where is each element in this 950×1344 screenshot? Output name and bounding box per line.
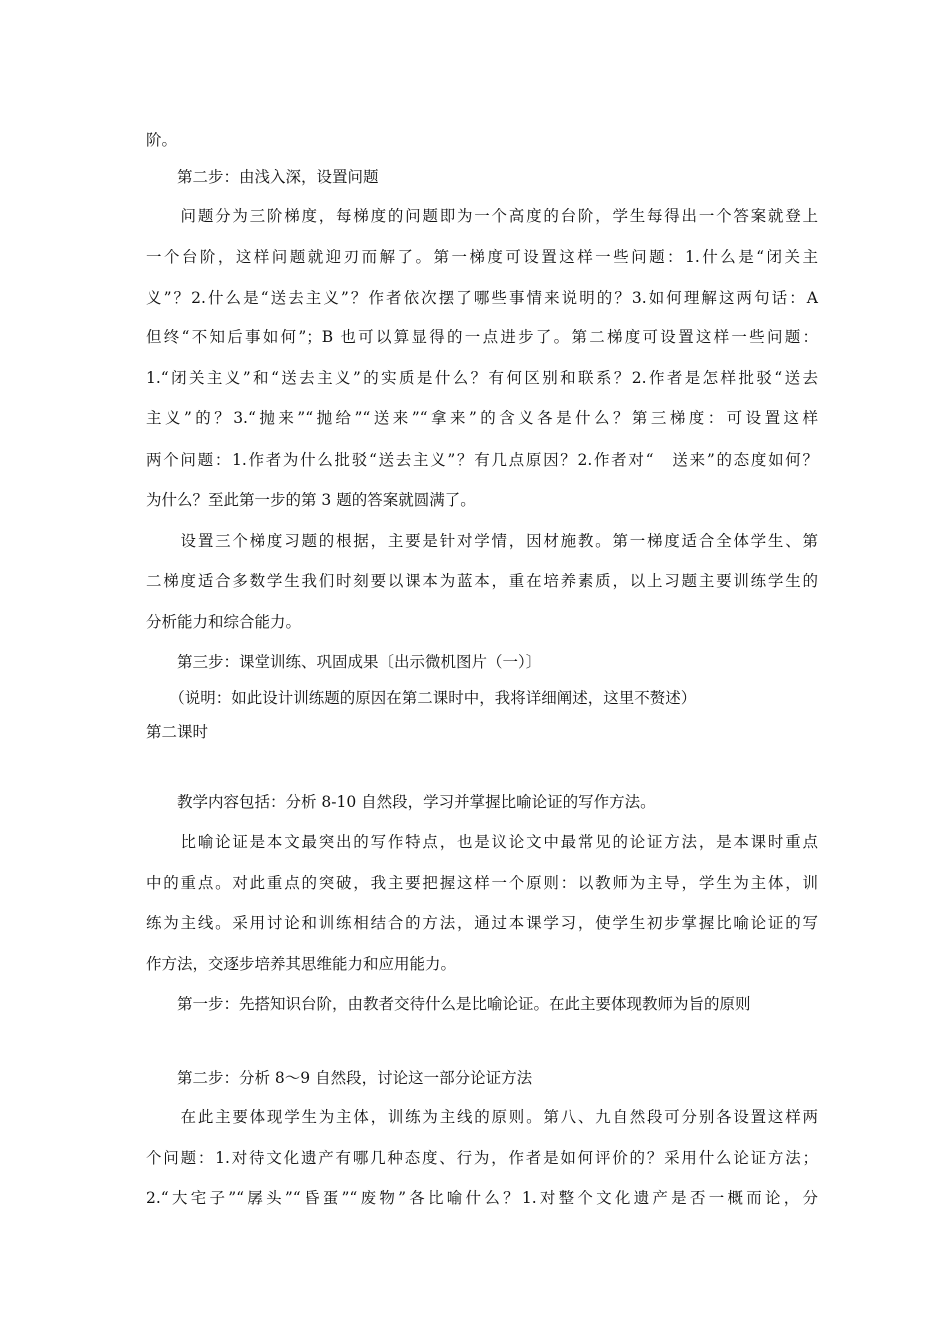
text-line: 第三步：课堂训练、巩固成果〔出示微机图片（一）〕 <box>146 653 542 671</box>
text-line: 阶。 <box>146 131 178 149</box>
text-line: 第二步：分析 8～9 自然段，讨论这一部分论证方法 <box>146 1069 533 1087</box>
text-line: 比喻论证是本文最突出的写作特点，也是议论文中最常见的论证方法，是本课时重点 <box>146 833 818 851</box>
text-line: 第二课时 <box>146 723 209 741</box>
text-line: 设置三个梯度习题的根据，主要是针对学情，因材施教。第一梯度适合全体学生、第 <box>146 532 818 550</box>
text-line: 第二步：由浅入深，设置问题 <box>146 168 379 186</box>
text-line: 在此主要体现学生为主体，训练为主线的原则。第八、九自然段可分别各设置这样两 <box>146 1108 818 1126</box>
text-line: （说明：如此设计训练题的原因在第二课时中，我将详细阐述，这里不赘述） <box>146 689 697 707</box>
text-line: 作方法，交逐步培养其思维能力和应用能力。 <box>146 955 457 973</box>
text-line: 问题分为三阶梯度，每梯度的问题即为一个高度的台阶，学生每得出一个答案就登上 <box>146 207 818 225</box>
text-line: 二梯度适合多数学生我们时刻要以课本为蓝本，重在培养素质，以上习题主要训练学生的 <box>146 572 818 590</box>
text-line: 主义”的？3.“抛来”“抛给”“送来”“拿来”的含义各是什么？第三梯度：可设置这样 <box>146 409 818 427</box>
text-line: 2.“大宅子”“孱头”“昏蛋”“废物”各比喻什么？1.对整个文化遗产是否一概而论，分 <box>146 1189 818 1207</box>
text-line: 个问题：1.对待文化遗产有哪几种态度、行为，作者是如何评价的？采用什么论证方法； <box>146 1149 818 1167</box>
text-line: 1.“闭关主义”和“送去主义”的实质是什么？有何区别和联系？2.作者是怎样批驳“送去 <box>146 369 818 387</box>
text-line: 第一步：先搭知识台阶，由教者交待什么是比喻论证。在此主要体现教师为旨的原则 <box>146 995 751 1013</box>
text-line: 为什么？至此第一步的第 3 题的答案就圆满了。 <box>146 491 476 509</box>
text-line: 中的重点。对此重点的突破，我主要把握这样一个原则：以教师为主导，学生为主体，训 <box>146 874 818 892</box>
text-line: 义”？2.什么是“送去主义”？作者依次摆了哪些事情来说明的？3.如何理解这两句话：A <box>146 289 818 307</box>
text-line: 两个问题：1.作者为什么批驳“送去主义”？有几点原因？2.作者对“ 送来”的态度如何？ <box>146 451 818 469</box>
text-line: 分析能力和综合能力。 <box>146 613 302 631</box>
text-line: 教学内容包括：分析 8-10 自然段，学习并掌握比喻论证的写作方法。 <box>146 793 656 811</box>
text-line: 但终“不知后事如何”；B 也可以算显得的一点进步了。第二梯度可设置这样一些问题： <box>146 328 818 346</box>
text-line: 一个台阶，这样问题就迎刃而解了。第一梯度可设置这样一些问题：1.什么是“闭关主 <box>146 248 818 266</box>
text-line: 练为主线。采用讨论和训练相结合的方法，通过本课学习，使学生初步掌握比喻论证的写 <box>146 914 818 932</box>
